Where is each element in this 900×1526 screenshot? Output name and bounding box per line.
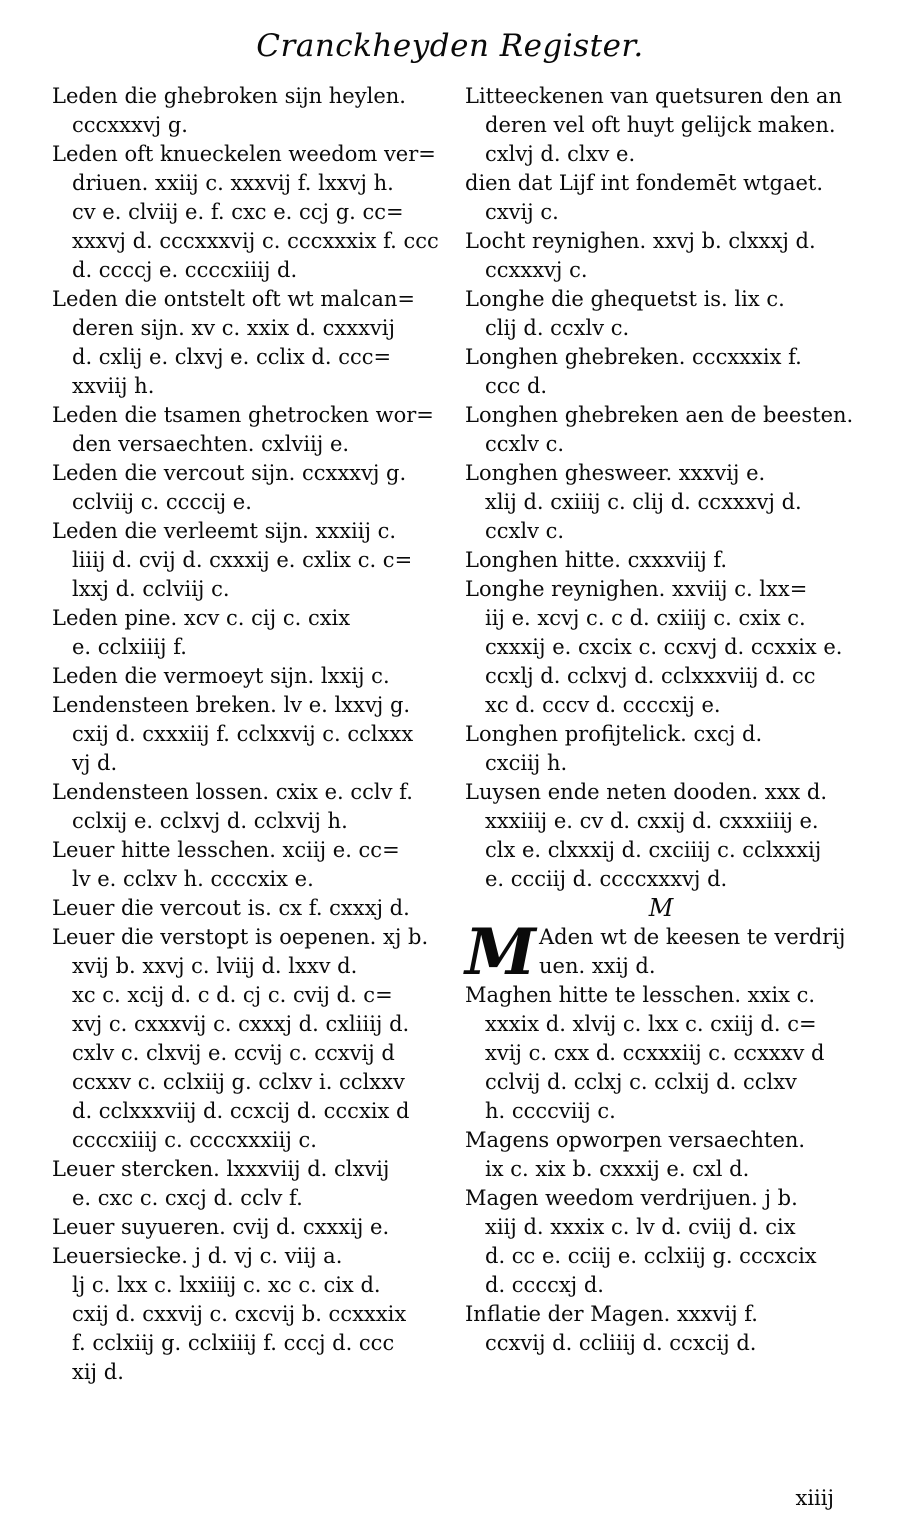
entry-line: cclxij e. cclxvj d. cclxvij h. <box>72 809 348 833</box>
entry-line: d. cclxxxviij d. ccxcij d. cccxix d <box>72 1099 410 1123</box>
entry-line: Leden pine. xcv c. cij c. cxix <box>52 606 351 630</box>
entry-line: deren vel oft huyt gelijck maken. <box>485 113 836 137</box>
entry-line: Leden die verleemt sijn. xxxiij c. <box>52 519 397 543</box>
entry-line: cxlvj d. clxv e. <box>485 142 636 166</box>
entry-line: xxviij h. <box>72 374 155 398</box>
entry-line: ix c. xix b. cxxxij e. cxl d. <box>485 1157 750 1181</box>
entry-line: Leden oft knueckelen weedom ver= <box>52 142 436 166</box>
entry-line: ccc d. <box>485 374 548 398</box>
entry-line: f. cclxiij g. cclxiiij f. cccj d. ccc <box>72 1331 395 1355</box>
entry-line: ccxxv c. cclxiij g. cclxv i. cclxxv <box>72 1070 405 1094</box>
entry-line: lv e. cclxv h. ccccxix e. <box>72 867 314 891</box>
entry-line: Magen weedom verdrijuen. j b. <box>465 1186 798 1210</box>
entry-line: Magens opworpen versaechten. <box>465 1128 806 1152</box>
entry-line: e. cclxiiij f. <box>72 635 187 659</box>
entry-line: Leuer hitte lesschen. xciij e. cc= <box>52 838 400 862</box>
entry-line: d. cc e. cciij e. cclxiij g. cccxcix <box>485 1244 817 1268</box>
entry-line: Lendensteen lossen. cxix e. cclv f. <box>52 780 413 804</box>
entry-line: clx e. clxxxij d. cxciiij c. cclxxxij <box>485 838 822 862</box>
entry-line: Leuersiecke. j d. vj c. viij a. <box>52 1244 343 1268</box>
entry-line: Inflatie der Magen. xxxvij f. <box>465 1302 758 1326</box>
entry-line: Leden die ontstelt oft wt malcan= <box>52 287 415 311</box>
entry-line: Leden die vercout sijn. ccxxxvj g. <box>52 461 407 485</box>
entry-line: ccxlj d. cclxvj d. cclxxxviij d. cc <box>485 664 816 688</box>
entry-line: xvj c. cxxxvij c. cxxxj d. cxliiij d. <box>72 1012 410 1036</box>
entry-line: uen. xxij d. <box>539 954 656 978</box>
entry-line: xxxix d. xlvij c. lxx c. cxiij d. c= <box>485 1012 817 1036</box>
entry-line: Leuer die vercout is. cx f. cxxxj d. <box>52 896 410 920</box>
entry-line: clij d. ccxlv c. <box>485 316 630 340</box>
entry-line: vj d. <box>72 751 118 775</box>
entry-line: xxxvj d. cccxxxvij c. cccxxxix f. ccc <box>72 229 439 253</box>
entry-line: cclvij d. cclxj c. cclxij d. cclxv <box>485 1070 797 1094</box>
entry-line: iij e. xcvj c. c d. cxiiij c. cxix c. <box>485 606 806 630</box>
entry-line: Lendensteen breken. lv e. lxxvj g. <box>52 693 411 717</box>
entry-line: Litteeckenen van quetsuren den an <box>465 84 842 108</box>
entry-line: Leden die ghebroken sijn heylen. <box>52 84 406 108</box>
entry-line: Leuer stercken. lxxxviij d. clxvij <box>52 1157 390 1181</box>
entry-line: cv e. clviij e. f. cxc e. ccj g. cc= <box>72 200 404 224</box>
entry-line: d. cxlij e. clxvj e. cclix d. ccc= <box>72 345 392 369</box>
entry-line: Longhe reynighen. xxviij c. lxx= <box>465 577 808 601</box>
drop-cap-initial: M <box>465 915 536 990</box>
entry-line: e. ccciij d. ccccxxxvj d. <box>485 867 728 891</box>
entry-line: cxciij h. <box>485 751 568 775</box>
entry-line: cxij d. cxxvij c. cxcvij b. ccxxxix <box>72 1302 407 1326</box>
entry-line: Longhe die ghequetst is. lix c. <box>465 287 785 311</box>
entry-line: xxxiiij e. cv d. cxxij d. cxxxiiij e. <box>485 809 819 833</box>
entry-line: cxxxij e. cxcix c. ccxvj d. ccxxix e. <box>485 635 843 659</box>
entry-line: lj c. lxx c. lxxiiij c. xc c. cix d. <box>72 1273 381 1297</box>
entry-line: lxxj d. cclviij c. <box>72 577 230 601</box>
entry-line: den versaechten. cxlviij e. <box>72 432 350 456</box>
entry-line: Luysen ende neten dooden. xxx d. <box>465 780 828 804</box>
page-header: Cranckheyden Register. <box>256 28 644 64</box>
right-column <box>465 82 857 1358</box>
entry-line: cxvij c. <box>485 200 559 224</box>
entry-line: ccxvij d. ccliiij d. ccxcij d. <box>485 1331 757 1355</box>
entry-line: cxij d. cxxxiij f. cclxxvij c. cclxxx <box>72 722 414 746</box>
entry-line: ccxxxvj c. <box>485 258 588 282</box>
entry-line: xiij d. xxxix c. lv d. cviij d. cix <box>485 1215 796 1239</box>
entry-line: cxlv c. clxvij e. ccvij c. ccxvij d <box>72 1041 395 1065</box>
entry-line: d. ccccj e. ccccxiiij d. <box>72 258 298 282</box>
entry-line: deren sijn. xv c. xxix d. cxxxvij <box>72 316 396 340</box>
entry-line: cccxxxvj g. <box>72 113 188 137</box>
entry-line: Locht reynighen. xxvj b. clxxxj d. <box>465 229 816 253</box>
section-letter: M <box>648 894 674 922</box>
entry-line: h. ccccviij c. <box>485 1099 616 1123</box>
catchword: xiiij <box>795 1486 834 1510</box>
entry-line: xlij d. cxiiij c. clij d. ccxxxvj d. <box>485 490 802 514</box>
entry-line: xij d. <box>72 1360 124 1384</box>
decorated-initial-entry <box>465 915 857 990</box>
entry-line: ccccxiiij c. ccccxxxiij c. <box>72 1128 317 1152</box>
entry-line: xvij c. cxx d. ccxxxiij c. ccxxxv d <box>485 1041 825 1065</box>
entry-line: Maghen hitte te lesschen. xxix c. <box>465 983 816 1007</box>
entry-line: Leuer suyueren. cvij d. cxxxij e. <box>52 1215 390 1239</box>
entry-line: dien dat Lijf int fondemēt wtgaet. <box>465 171 824 195</box>
entry-line: liiij d. cvij d. cxxxij e. cxlix c. c= <box>72 548 413 572</box>
entry-line: xc d. cccv d. ccccxij e. <box>485 693 721 717</box>
entry-line: Longhen hitte. cxxxviij f. <box>465 548 728 572</box>
entry-line: Longhen ghebreken. cccxxxix f. <box>465 345 802 369</box>
entry-line: Leden die tsamen ghetrocken wor= <box>52 403 434 427</box>
entry-line: Longhen ghesweer. xxxvij e. <box>465 461 766 485</box>
entry-line: Longhen ghebreken aen de beesten. <box>465 403 854 427</box>
entry-line: ccxlv c. <box>485 519 565 543</box>
entry-line: Leden die vermoeyt sijn. lxxij c. <box>52 664 390 688</box>
left-column <box>52 82 447 1387</box>
entry-line: Aden wt de keesen te verdrij <box>539 925 846 949</box>
entry-line: xvij b. xxvj c. lviij d. lxxv d. <box>72 954 358 978</box>
entry-line: d. ccccxj d. <box>485 1273 604 1297</box>
entry-line: ccxlv c. <box>485 432 565 456</box>
entry-line: cclviij c. ccccij e. <box>72 490 252 514</box>
entry-line: driuen. xxiij c. xxxvij f. lxxvj h. <box>72 171 394 195</box>
entry-line: Leuer die verstopt is oepenen. xj b. <box>52 925 429 949</box>
entry-line: Longhen profijtelick. cxcj d. <box>465 722 763 746</box>
entry-line: xc c. xcij d. c d. cj c. cvij d. c= <box>72 983 393 1007</box>
entry-line: e. cxc c. cxcj d. cclv f. <box>72 1186 303 1210</box>
